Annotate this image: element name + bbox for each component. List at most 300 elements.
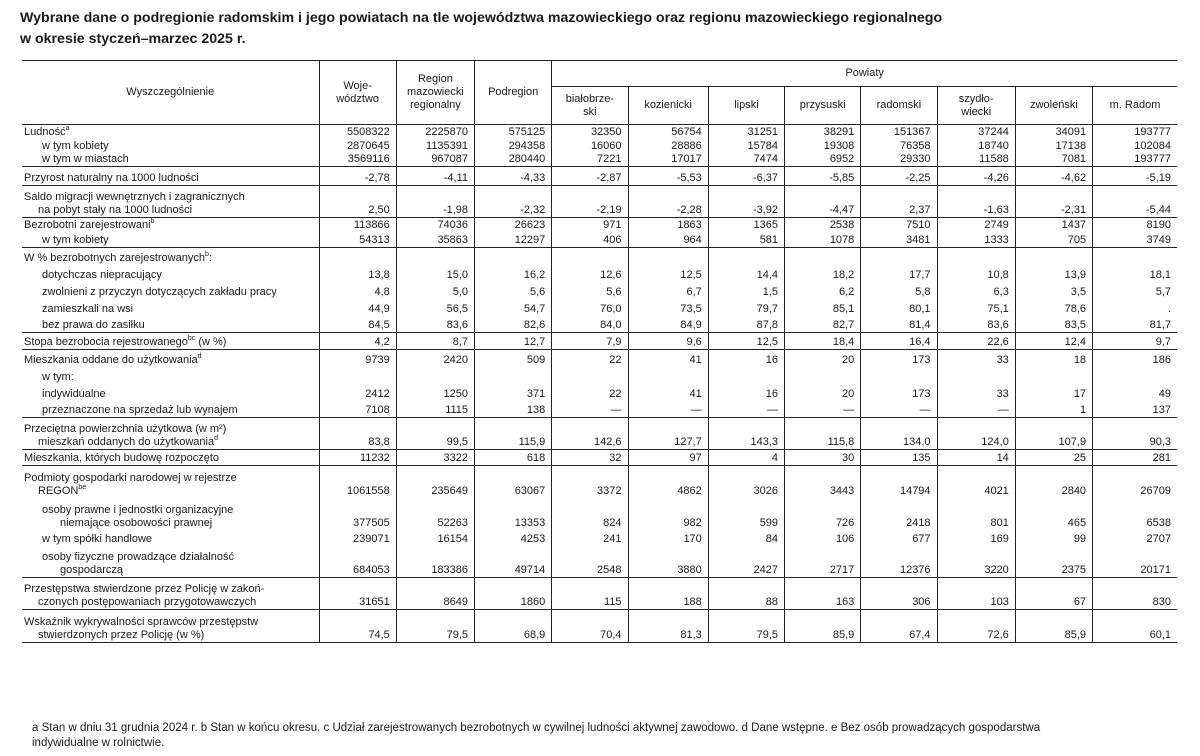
value-cell: 3372 bbox=[552, 466, 628, 498]
value-cell: 135 bbox=[861, 450, 937, 466]
value-cell: 115 bbox=[552, 578, 628, 610]
value-cell: 17017 bbox=[628, 153, 708, 167]
value-cell: 17138 bbox=[1015, 139, 1092, 153]
value-cell: 170 bbox=[628, 530, 708, 546]
data-table-container bbox=[22, 60, 1177, 643]
value-cell: 377505 bbox=[319, 498, 396, 530]
table-row bbox=[22, 218, 1177, 232]
value-cell: 163 bbox=[785, 578, 861, 610]
value-cell: 5,8 bbox=[861, 282, 937, 299]
value-cell: 12376 bbox=[861, 546, 937, 578]
value-cell: 3481 bbox=[861, 232, 937, 248]
value-cell: 581 bbox=[708, 232, 784, 248]
row-label: Mieszkania oddane do użytkowania$^d$ bbox=[22, 350, 319, 367]
value-cell: -2,31 bbox=[1015, 186, 1092, 218]
row-label: dotychczas niepracujący bbox=[42, 268, 162, 281]
value-cell: -5,85 bbox=[785, 167, 861, 186]
value-cell: 83,5 bbox=[1015, 316, 1092, 333]
value-cell: 87,8 bbox=[708, 316, 784, 333]
title-line-2: w okresie styczeń–marzec 2025 r. bbox=[20, 31, 246, 47]
value-cell: 73,5 bbox=[628, 299, 708, 316]
value-cell: 79,7 bbox=[708, 299, 784, 316]
value-cell: 22 bbox=[552, 350, 628, 367]
table-row bbox=[22, 350, 1177, 367]
value-cell bbox=[937, 248, 1015, 265]
value-cell: 193777 bbox=[1093, 125, 1177, 139]
row-label: w tym spółki handlowe bbox=[42, 532, 153, 545]
value-cell: 2870645 bbox=[319, 139, 396, 153]
value-cell: 14,4 bbox=[708, 265, 784, 282]
value-cell: -1,63 bbox=[937, 186, 1015, 218]
value-cell: 33 bbox=[937, 350, 1015, 367]
value-cell bbox=[1015, 367, 1092, 384]
header-district: zwoleński bbox=[1015, 87, 1092, 125]
value-cell: 67 bbox=[1015, 578, 1092, 610]
value-cell: 79,5 bbox=[396, 610, 474, 643]
value-cell: 4,2 bbox=[319, 333, 396, 350]
value-cell: 1061558 bbox=[319, 466, 396, 498]
value-cell: 31251 bbox=[708, 125, 784, 139]
row-label: w tym kobiety bbox=[42, 234, 109, 246]
value-cell: -4,47 bbox=[785, 186, 861, 218]
value-cell: -1,98 bbox=[396, 186, 474, 218]
value-cell: 134,0 bbox=[861, 418, 937, 450]
value-cell bbox=[1093, 367, 1177, 384]
value-cell: -4,11 bbox=[396, 167, 474, 186]
value-cell: 4021 bbox=[937, 466, 1015, 498]
value-cell: 35863 bbox=[396, 232, 474, 248]
footnotes bbox=[32, 721, 1182, 751]
value-cell: 1078 bbox=[785, 232, 861, 248]
value-cell: 20171 bbox=[1093, 546, 1177, 578]
value-cell: — bbox=[552, 401, 628, 418]
value-cell: 54,7 bbox=[475, 299, 552, 316]
value-cell: 9,7 bbox=[1093, 333, 1177, 350]
value-cell: 2418 bbox=[861, 498, 937, 530]
value-cell: 3880 bbox=[628, 546, 708, 578]
value-cell: 80,1 bbox=[861, 299, 937, 316]
value-cell: -2,25 bbox=[861, 167, 937, 186]
value-cell: 32 bbox=[552, 450, 628, 466]
value-cell: 106 bbox=[785, 530, 861, 546]
row-label: W % bezrobotnych zarejestrowanych$^b$: bbox=[22, 248, 319, 265]
value-cell: 151367 bbox=[861, 125, 937, 139]
value-cell: 38291 bbox=[785, 125, 861, 139]
value-cell: 1863 bbox=[628, 218, 708, 232]
row-label: Wskaźnik wykrywalności sprawców przestępstw stwierdzonych przez Policję (w %) bbox=[22, 610, 319, 643]
value-cell: 7081 bbox=[1015, 153, 1092, 167]
value-cell: 239071 bbox=[319, 530, 396, 546]
table-row bbox=[22, 578, 1177, 610]
value-cell: 2,37 bbox=[861, 186, 937, 218]
value-cell: 12,5 bbox=[708, 333, 784, 350]
value-cell: — bbox=[708, 401, 784, 418]
value-cell: 49714 bbox=[475, 546, 552, 578]
value-cell: 54313 bbox=[319, 232, 396, 248]
value-cell: 68,9 bbox=[475, 610, 552, 643]
value-cell: 2548 bbox=[552, 546, 628, 578]
value-cell: 127,7 bbox=[628, 418, 708, 450]
value-cell: 173 bbox=[861, 350, 937, 367]
table-row bbox=[22, 282, 1177, 299]
document-title bbox=[20, 8, 1180, 50]
value-cell: 63067 bbox=[475, 466, 552, 498]
value-cell: 12,6 bbox=[552, 265, 628, 282]
header-district: m. Radom bbox=[1093, 87, 1177, 125]
value-cell: 138 bbox=[475, 401, 552, 418]
value-cell: 183386 bbox=[396, 546, 474, 578]
value-cell: -5,19 bbox=[1093, 167, 1177, 186]
table-row bbox=[22, 384, 1177, 401]
value-cell bbox=[1015, 248, 1092, 265]
table-row bbox=[22, 186, 1177, 218]
value-cell: 34091 bbox=[1015, 125, 1092, 139]
value-cell: 70,4 bbox=[552, 610, 628, 643]
value-cell: . bbox=[1093, 299, 1177, 316]
value-cell: 9,6 bbox=[628, 333, 708, 350]
value-cell: 406 bbox=[552, 232, 628, 248]
value-cell: 84 bbox=[708, 530, 784, 546]
value-cell: 17 bbox=[1015, 384, 1092, 401]
value-cell: 85,1 bbox=[785, 299, 861, 316]
row-label: w tym w miastach bbox=[42, 153, 129, 165]
table-row bbox=[22, 401, 1177, 418]
value-cell: 188 bbox=[628, 578, 708, 610]
row-label: Saldo migracji wewnętrznych i zagranicznych na pobyt stały na 1000 ludności bbox=[22, 186, 319, 218]
value-cell: 84,5 bbox=[319, 316, 396, 333]
value-cell: 618 bbox=[475, 450, 552, 466]
footnote-line-1: a Stan w dniu 31 grudnia 2024 r. b Stan w końcu okresu. c Udział zarejestrowanych bezrobotnych w cywilnej ludności aktywnej zawodowo. d Dane wstępne. e Bez osób prowadzących gospodarstwa bbox=[32, 722, 1041, 734]
value-cell: 2749 bbox=[937, 218, 1015, 232]
title-line-1: Wybrane dane o podregionie radomskim i jego powiatach na tle województwa mazowieckiego oraz regionu mazowieckiego regionalnego bbox=[20, 10, 943, 26]
value-cell: 113866 bbox=[319, 218, 396, 232]
value-cell: 726 bbox=[785, 498, 861, 530]
value-cell: 22 bbox=[552, 384, 628, 401]
value-cell: 78,6 bbox=[1015, 299, 1092, 316]
header-podregion: Podregion bbox=[475, 61, 552, 125]
value-cell: 11588 bbox=[937, 153, 1015, 167]
value-cell: 84,9 bbox=[628, 316, 708, 333]
value-cell bbox=[1093, 248, 1177, 265]
value-cell: 2707 bbox=[1093, 530, 1177, 546]
value-cell: 56754 bbox=[628, 125, 708, 139]
value-cell bbox=[628, 367, 708, 384]
value-cell bbox=[628, 248, 708, 265]
value-cell: 18740 bbox=[937, 139, 1015, 153]
value-cell: -5,44 bbox=[1093, 186, 1177, 218]
value-cell bbox=[861, 248, 937, 265]
value-cell: 3569116 bbox=[319, 153, 396, 167]
value-cell: 84,0 bbox=[552, 316, 628, 333]
value-cell bbox=[708, 367, 784, 384]
value-cell: 49 bbox=[1093, 384, 1177, 401]
value-cell: 509 bbox=[475, 350, 552, 367]
row-label: Stopa bezrobocia rejestrowanego$^{bc}$ (w %) bbox=[22, 333, 319, 350]
row-label: Mieszkania, których budowę rozpoczęto bbox=[22, 450, 319, 466]
value-cell: 12,4 bbox=[1015, 333, 1092, 350]
value-cell: 60,1 bbox=[1093, 610, 1177, 643]
value-cell: 25 bbox=[1015, 450, 1092, 466]
value-cell: 3443 bbox=[785, 466, 861, 498]
row-label: w tym: bbox=[42, 370, 74, 383]
value-cell: 465 bbox=[1015, 498, 1092, 530]
value-cell: 4862 bbox=[628, 466, 708, 498]
header-wojewodztwo: Woje- wództwo bbox=[319, 61, 396, 125]
value-cell: 32350 bbox=[552, 125, 628, 139]
value-cell: 3026 bbox=[708, 466, 784, 498]
value-cell: 4 bbox=[708, 450, 784, 466]
value-cell bbox=[396, 248, 474, 265]
value-cell: 7,9 bbox=[552, 333, 628, 350]
value-cell: 1 bbox=[1015, 401, 1092, 418]
value-cell bbox=[937, 367, 1015, 384]
value-cell: 115,8 bbox=[785, 418, 861, 450]
row-label: zwolnieni z przyczyn dotyczących zakładu pracy bbox=[42, 285, 277, 298]
value-cell: 169 bbox=[937, 530, 1015, 546]
value-cell: 982 bbox=[628, 498, 708, 530]
value-cell: 20 bbox=[785, 350, 861, 367]
value-cell: 241 bbox=[552, 530, 628, 546]
value-cell: 76,0 bbox=[552, 299, 628, 316]
value-cell: 88 bbox=[708, 578, 784, 610]
header-region: Region mazowiecki regionalny bbox=[396, 61, 474, 125]
value-cell bbox=[708, 248, 784, 265]
value-cell: 102084 bbox=[1093, 139, 1177, 153]
row-label: osoby fizyczne prowadzące działalność gospodarczą bbox=[42, 551, 234, 576]
row-label: indywidualne bbox=[42, 387, 106, 400]
value-cell: 6,3 bbox=[937, 282, 1015, 299]
value-cell: 107,9 bbox=[1015, 418, 1092, 450]
header-district: lipski bbox=[708, 87, 784, 125]
value-cell: 18,2 bbox=[785, 265, 861, 282]
value-cell bbox=[319, 248, 396, 265]
value-cell: 44,9 bbox=[319, 299, 396, 316]
statistics-table bbox=[22, 60, 1177, 643]
row-label: Podmioty gospodarki narodowej w rejestrze $REGON^{be}$ bbox=[22, 466, 319, 498]
value-cell: 72,6 bbox=[937, 610, 1015, 643]
value-cell: 16,2 bbox=[475, 265, 552, 282]
row-label: przeznaczone na sprzedaż lub wynajem bbox=[42, 404, 238, 416]
value-cell: 173 bbox=[861, 384, 937, 401]
value-cell: 81,3 bbox=[628, 610, 708, 643]
value-cell: 1437 bbox=[1015, 218, 1092, 232]
value-cell: 5,0 bbox=[396, 282, 474, 299]
value-cell: 235649 bbox=[396, 466, 474, 498]
value-cell: 4253 bbox=[475, 530, 552, 546]
value-cell: 56,5 bbox=[396, 299, 474, 316]
value-cell: -2,19 bbox=[552, 186, 628, 218]
value-cell: 971 bbox=[552, 218, 628, 232]
value-cell: 8,7 bbox=[396, 333, 474, 350]
value-cell: 2538 bbox=[785, 218, 861, 232]
value-cell: 12,5 bbox=[628, 265, 708, 282]
value-cell: 30 bbox=[785, 450, 861, 466]
value-cell: 8649 bbox=[396, 578, 474, 610]
table-row bbox=[22, 546, 1177, 578]
value-cell: 74036 bbox=[396, 218, 474, 232]
value-cell: 16 bbox=[708, 384, 784, 401]
value-cell: 83,6 bbox=[937, 316, 1015, 333]
value-cell: 6538 bbox=[1093, 498, 1177, 530]
table-row bbox=[22, 316, 1177, 333]
value-cell: 16,4 bbox=[861, 333, 937, 350]
row-label: w tym kobiety bbox=[42, 139, 109, 152]
value-cell: 90,3 bbox=[1093, 418, 1177, 450]
value-cell: 81,4 bbox=[861, 316, 937, 333]
value-cell: 6,7 bbox=[628, 282, 708, 299]
value-cell: 85,9 bbox=[1015, 610, 1092, 643]
value-cell: 801 bbox=[937, 498, 1015, 530]
value-cell: 12,7 bbox=[475, 333, 552, 350]
value-cell: 20 bbox=[785, 384, 861, 401]
header-district: kozienicki bbox=[628, 87, 708, 125]
value-cell: 7510 bbox=[861, 218, 937, 232]
value-cell bbox=[475, 248, 552, 265]
value-cell: 14794 bbox=[861, 466, 937, 498]
value-cell: 7108 bbox=[319, 401, 396, 418]
value-cell: 1115 bbox=[396, 401, 474, 418]
value-cell: 824 bbox=[552, 498, 628, 530]
value-cell: 41 bbox=[628, 384, 708, 401]
value-cell: 2375 bbox=[1015, 546, 1092, 578]
value-cell: 75,1 bbox=[937, 299, 1015, 316]
value-cell: 26709 bbox=[1093, 466, 1177, 498]
header-district: przysuski bbox=[785, 87, 861, 125]
value-cell: 14 bbox=[937, 450, 1015, 466]
value-cell: -3,92 bbox=[708, 186, 784, 218]
value-cell: 15784 bbox=[708, 139, 784, 153]
value-cell: 137 bbox=[1093, 401, 1177, 418]
table-row bbox=[22, 333, 1177, 350]
value-cell: 3322 bbox=[396, 450, 474, 466]
value-cell: 52263 bbox=[396, 498, 474, 530]
value-cell: 2,50 bbox=[319, 186, 396, 218]
value-cell: 1135391 bbox=[396, 139, 474, 153]
value-cell: 6,2 bbox=[785, 282, 861, 299]
value-cell: 5508322 bbox=[319, 125, 396, 139]
value-cell: 99 bbox=[1015, 530, 1092, 546]
table-row bbox=[22, 530, 1177, 546]
value-cell bbox=[552, 367, 628, 384]
value-cell: 13,9 bbox=[1015, 265, 1092, 282]
value-cell: 1,5 bbox=[708, 282, 784, 299]
value-cell: 97 bbox=[628, 450, 708, 466]
table-row bbox=[22, 139, 1177, 153]
value-cell: 18,1 bbox=[1093, 265, 1177, 282]
footnote-line-2: indywidualne w rolnictwie. bbox=[32, 737, 165, 749]
value-cell: -4,62 bbox=[1015, 167, 1092, 186]
value-cell: 186 bbox=[1093, 350, 1177, 367]
value-cell bbox=[785, 367, 861, 384]
value-cell: 280440 bbox=[475, 153, 552, 167]
value-cell: 11232 bbox=[319, 450, 396, 466]
row-label: Przyrost naturalny na 1000 ludności bbox=[22, 167, 319, 186]
table-row bbox=[22, 299, 1177, 316]
value-cell: 143,3 bbox=[708, 418, 784, 450]
value-cell: 16 bbox=[708, 350, 784, 367]
value-cell: -2,32 bbox=[475, 186, 552, 218]
value-cell: -2,28 bbox=[628, 186, 708, 218]
value-cell bbox=[319, 367, 396, 384]
value-cell: 12297 bbox=[475, 232, 552, 248]
table-row bbox=[22, 265, 1177, 282]
value-cell: -6,37 bbox=[708, 167, 784, 186]
value-cell: 2225870 bbox=[396, 125, 474, 139]
value-cell: 7221 bbox=[552, 153, 628, 167]
value-cell: 306 bbox=[861, 578, 937, 610]
value-cell: 10,8 bbox=[937, 265, 1015, 282]
value-cell: 193777 bbox=[1093, 153, 1177, 167]
value-cell: 85,9 bbox=[785, 610, 861, 643]
table-row bbox=[22, 418, 1177, 450]
header-wyszczegolnienie: Wyszczególnienie bbox=[22, 61, 319, 125]
value-cell: 5,7 bbox=[1093, 282, 1177, 299]
value-cell bbox=[396, 367, 474, 384]
value-cell: 677 bbox=[861, 530, 937, 546]
value-cell: -4,33 bbox=[475, 167, 552, 186]
value-cell: 2840 bbox=[1015, 466, 1092, 498]
table-row bbox=[22, 450, 1177, 466]
table-row bbox=[22, 125, 1177, 139]
value-cell: 2427 bbox=[708, 546, 784, 578]
value-cell: 18,4 bbox=[785, 333, 861, 350]
value-cell: 82,6 bbox=[475, 316, 552, 333]
value-cell: 2420 bbox=[396, 350, 474, 367]
value-cell: 83,6 bbox=[396, 316, 474, 333]
value-cell: 115,9 bbox=[475, 418, 552, 450]
value-cell: 294358 bbox=[475, 139, 552, 153]
table-row bbox=[22, 167, 1177, 186]
value-cell: 83,8 bbox=[319, 418, 396, 450]
header-district: białobrze- ski bbox=[552, 87, 628, 125]
value-cell: 3,5 bbox=[1015, 282, 1092, 299]
value-cell: 31651 bbox=[319, 578, 396, 610]
table-row bbox=[22, 232, 1177, 248]
table-row bbox=[22, 153, 1177, 167]
value-cell: 3749 bbox=[1093, 232, 1177, 248]
value-cell: 19308 bbox=[785, 139, 861, 153]
value-cell: 29330 bbox=[861, 153, 937, 167]
row-label: osoby prawne i jednostki organizacyjne niemające osobowości prawnej bbox=[42, 503, 234, 529]
row-label: Bezrobotni zarejestrowani$^b$ bbox=[22, 218, 319, 232]
value-cell bbox=[785, 248, 861, 265]
value-cell: — bbox=[785, 401, 861, 418]
value-cell: 26623 bbox=[475, 218, 552, 232]
value-cell: — bbox=[628, 401, 708, 418]
value-cell: 6952 bbox=[785, 153, 861, 167]
value-cell: 74,5 bbox=[319, 610, 396, 643]
value-cell: -5,53 bbox=[628, 167, 708, 186]
value-cell bbox=[861, 367, 937, 384]
value-cell: 7474 bbox=[708, 153, 784, 167]
row-label: Przestępstwa stwierdzone przez Policję w zakoń- czonych postępowaniach przygotowawczych bbox=[22, 578, 319, 610]
row-label: bez prawa do zasiłku bbox=[42, 319, 145, 331]
value-cell: 82,7 bbox=[785, 316, 861, 333]
value-cell: 3220 bbox=[937, 546, 1015, 578]
value-cell: 15,0 bbox=[396, 265, 474, 282]
value-cell: 1250 bbox=[396, 384, 474, 401]
value-cell: 1365 bbox=[708, 218, 784, 232]
value-cell: 9739 bbox=[319, 350, 396, 367]
value-cell: 967087 bbox=[396, 153, 474, 167]
header-district: radomski bbox=[861, 87, 937, 125]
row-label: Ludność$^a$ bbox=[22, 125, 319, 139]
row-label: Przeciętna powierzchnia użytkowa (w m²) mieszkań oddanych do użytkowania$^d$ bbox=[22, 418, 319, 450]
value-cell: 99,5 bbox=[396, 418, 474, 450]
value-cell: 17,7 bbox=[861, 265, 937, 282]
value-cell: 33 bbox=[937, 384, 1015, 401]
table-row bbox=[22, 466, 1177, 498]
